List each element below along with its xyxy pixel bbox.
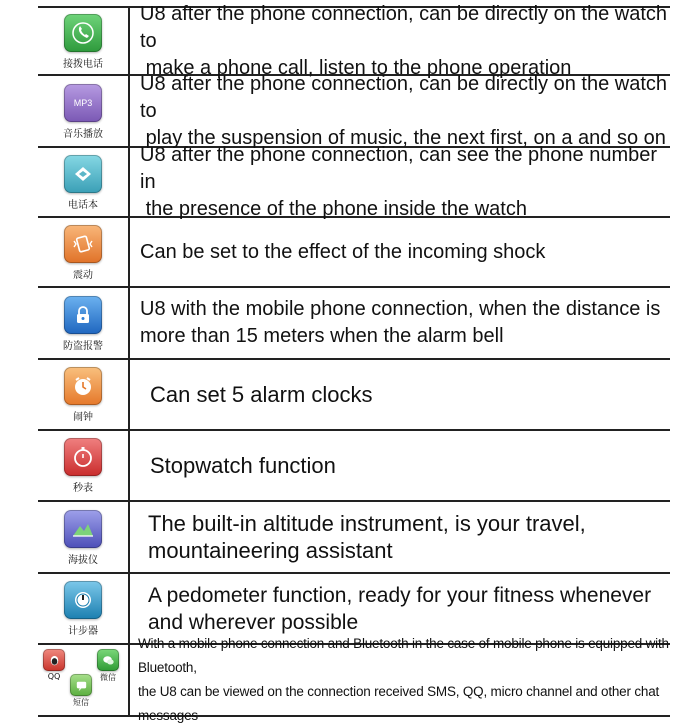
icon-cell [38,76,130,146]
description-cell [130,502,670,572]
description [150,452,336,479]
description-line: With a mobile phone connection and Bluetooth in the case of mobile phone is equipped with Bluetooth, [138,636,669,675]
feature-row-alarm [38,360,670,431]
description-line: U8 with the mobile phone connection, when the distance is [140,298,661,320]
icon-cell [38,645,130,715]
feature-row-phone [38,2,670,79]
feature-row-altimeter [38,502,670,574]
lock-icon [64,296,102,334]
description [140,239,545,266]
description-line: U8 after the phone connection, can see the phone number in [140,143,658,193]
description-line: Can set 5 alarm clocks [150,382,373,407]
wechat-icon [97,649,119,671]
description [148,510,586,564]
icon-cell [38,502,130,572]
mp3-icon-text: MP3 [73,97,93,108]
icon-cell [38,431,130,500]
icon-cell [38,288,130,358]
icon-label: 闹钟 [73,412,93,423]
icon-cell [38,218,130,286]
alarm-clock-icon [64,367,102,405]
vibrate-icon [64,225,102,263]
description [150,381,373,408]
description-line: more than 15 meters when the alarm bell [140,325,504,347]
description-line: make a phone call, listen to the phone operation [145,56,572,79]
icon-cell [38,8,130,74]
icon-label: 微信 [100,673,116,682]
description-cell [130,2,670,79]
icon-label: 海拔仪 [68,554,98,566]
icon-label: 秒表 [73,483,93,494]
sms-icon [70,674,92,696]
pedometer-icon [64,581,102,619]
stopwatch-icon [64,438,102,476]
description-cell [130,72,670,149]
qq-app [43,649,65,681]
description-line: and wherever possible [148,610,359,634]
icon-label: 计步器 [68,626,98,637]
description [138,632,670,728]
description-line: the U8 can be viewed on the connection received SMS, QQ, micro channel and other chat messages [138,684,660,723]
description-line: A pedometer function, ready for your fitness whenever [148,583,652,607]
icon-label: 震动 [73,269,93,281]
feature-row-vibrate [38,218,670,288]
icon-label: 电话本 [68,199,98,211]
icon-label: 短信 [73,698,89,707]
mp3-icon [64,84,102,122]
description [140,296,660,350]
description-cell [130,288,670,358]
qq-icon [43,649,65,671]
description-line: the presence of the phone inside the watch [145,197,527,220]
description-line: U8 after the phone connection, can be directly on the watch to [140,72,668,122]
icon-label: 音乐播放 [63,128,103,140]
icon-cell [38,148,130,216]
feature-table [38,2,670,723]
icon-label: 接拨电话 [63,58,103,70]
description [140,71,670,152]
icon-cell [38,574,130,643]
feature-row-music [38,72,670,149]
feature-row-phonebook [38,143,670,220]
description-line: U8 after the phone connection, can be directly on the watch to [140,2,668,52]
description [140,142,670,223]
sms-app [70,674,92,708]
description-line: The built-in altitude instrument, is your travel, [148,511,586,536]
phone-icon [64,14,102,52]
altimeter-icon [64,510,102,548]
description [140,1,670,82]
icon-cell [38,360,130,429]
feature-row-anti-theft [38,288,670,360]
feature-row-messages [38,636,670,723]
description-cell [130,360,670,429]
phonebook-icon [64,155,102,193]
icon-label: QQ [47,672,61,681]
description-cell [130,143,670,220]
description-line: Can be set to the effect of the incoming shock [140,240,546,263]
description-cell [130,636,670,723]
feature-row-stopwatch [38,431,670,502]
description-line: mountaineering assistant [148,538,393,563]
description-line: Stopwatch function [150,453,336,478]
message-icons [37,646,129,714]
description-line: play the suspension of music, the next first, on a and so on [145,126,666,149]
description-cell [130,431,670,500]
icon-label: 防盗报警 [63,340,103,352]
description [148,582,651,636]
wechat-app [97,649,119,683]
description-cell [130,218,670,286]
